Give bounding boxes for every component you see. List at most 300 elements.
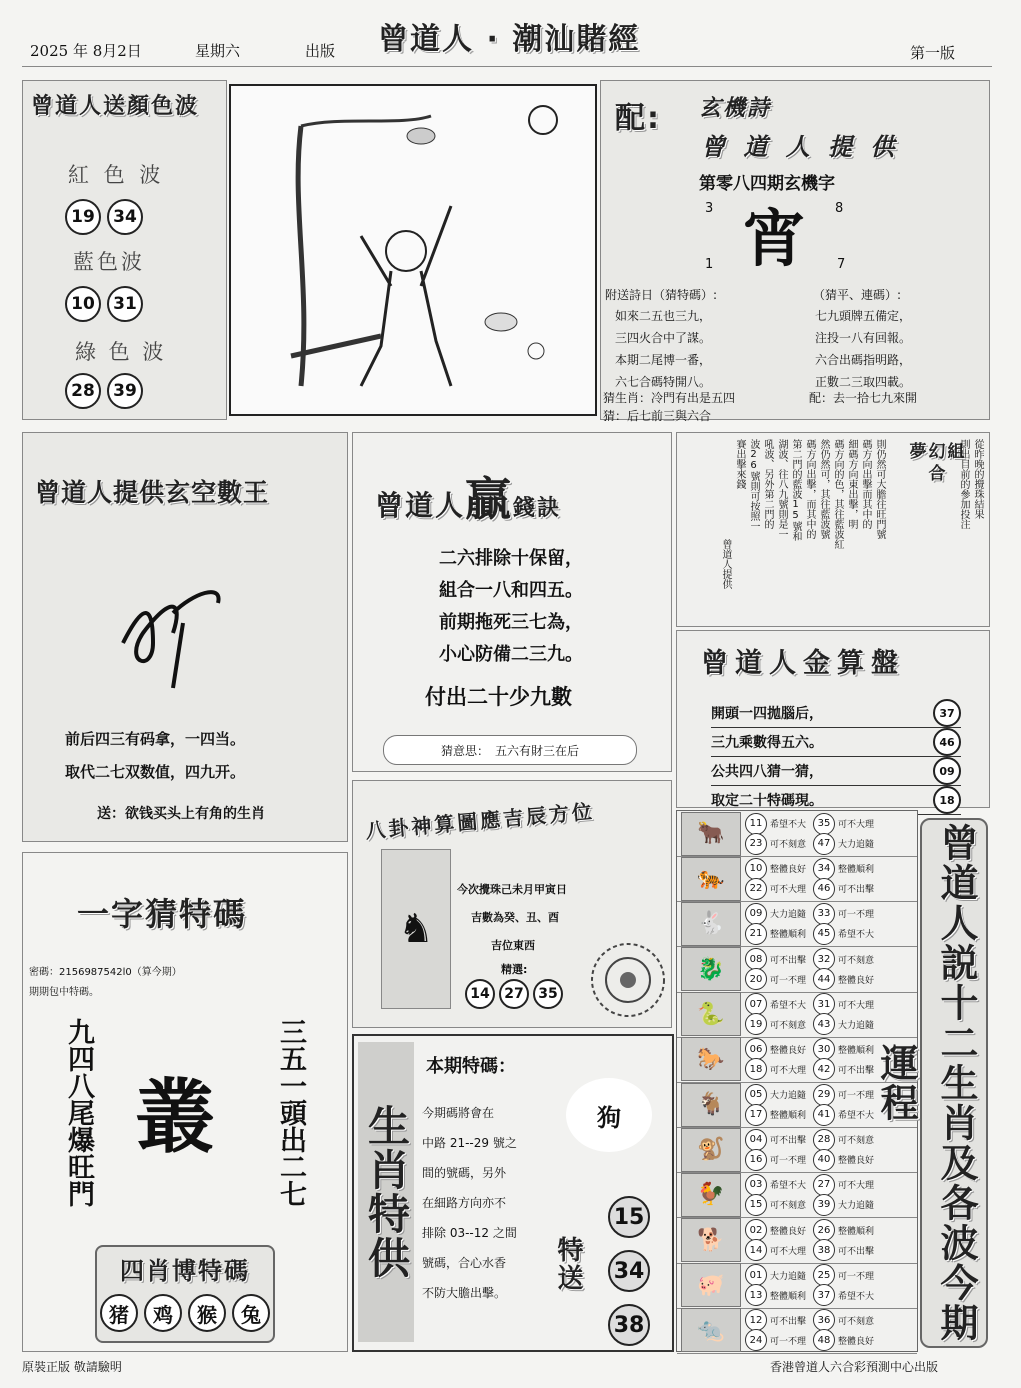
win-banner-a: 曾道人 [375, 489, 466, 522]
zodiac-number: 34 [813, 858, 835, 880]
zodiac-fortune-line [745, 924, 809, 944]
win-money-panel [352, 432, 672, 772]
zodiac-fortune-line [813, 1330, 877, 1350]
zodiac-special-line: 不防大膽出擊。 [422, 1286, 507, 1300]
magic-col: 碼方向出擊而其中的 [860, 439, 871, 529]
zodiac-fortune-column [745, 1039, 809, 1079]
poem-left-line: 六七合碼特開八。 [615, 375, 712, 389]
red-ball-2: 34 [107, 199, 143, 235]
zodiac-number: 01 [745, 1264, 767, 1286]
bagua-panel [352, 780, 672, 1028]
bagua-wheel-icon [589, 941, 667, 1019]
zodiac-fortune-line [745, 1195, 809, 1215]
xuankong-panel [22, 432, 348, 842]
footer-left: 原裝正版 敬請驗明 [22, 1360, 122, 1374]
zodiac-number: 18 [745, 1058, 767, 1080]
calc-row-text: 取定二十特碼現。 [711, 793, 823, 809]
zodiac-fortune-line [813, 1310, 877, 1330]
twelve-zodiac-vertical-title: 曾道人説十二生肖及各波今期運程 [920, 818, 988, 1348]
zodiac-special-line: 排除 03--12 之間 [422, 1226, 517, 1240]
zodiac-fortune-text: 可不刻意 [770, 840, 807, 851]
zodiac-fortune-line [813, 814, 877, 834]
zodiac-fortune-text: 可不大理 [770, 885, 807, 896]
digit-bottom-right: 7 [837, 257, 846, 272]
zodiac-row [677, 811, 917, 857]
zodiac-number: 12 [745, 1309, 767, 1331]
four-zodiac-banner: 四肖博特碼 [120, 1257, 250, 1285]
zodiac-fortune-column [745, 1085, 809, 1125]
zodiac-number: 43 [813, 1013, 835, 1035]
special-number: 15 [608, 1196, 650, 1238]
win-money-hint [383, 735, 637, 765]
pei-label: 配: [615, 101, 661, 136]
zodiac-fortune-text: 希望不大 [770, 1000, 807, 1011]
zodiac-fortune-line [745, 1240, 809, 1260]
calc-row-number: 46 [933, 728, 961, 756]
zodiac-fortune-line [813, 1265, 877, 1285]
zodiac-number: 42 [813, 1058, 835, 1080]
zodiac-fortune-text: 整體順利 [770, 1291, 807, 1302]
zodiac-number: 02 [745, 1219, 767, 1241]
magic-col: 第二門的藍波15號和 [790, 439, 801, 541]
magic-col: 碼方向出擊，而其中的 [804, 439, 815, 539]
win-money-line: 前期拖死三七為， [439, 612, 583, 633]
zodiac-fortune-line [745, 1039, 809, 1059]
zodiac-fortune-column [745, 904, 809, 944]
edition-label: 第一版 [910, 44, 956, 62]
zodiac-fortune-text: 可不出擊 [770, 1136, 807, 1147]
calc-row [711, 728, 961, 757]
zodiac-fortune-line [745, 1150, 809, 1170]
xuankong-line-3: 送：欲钱买头上有角的生肖 [97, 806, 265, 822]
zodiac-fortune-text: 可一不理 [770, 975, 807, 986]
secret-code-value: 2156987542l0（算今期） [59, 967, 182, 978]
zodiac-fortune-column [745, 1130, 809, 1170]
zodiac-number: 14 [745, 1239, 767, 1261]
zodiac-fortune-column [813, 1220, 877, 1260]
zodiac-row [677, 992, 917, 1038]
zodiac-fortune-line [813, 1240, 877, 1260]
zodiac-pei-line: 配：去一拾七九來開 [809, 391, 918, 405]
issue-date: 2025 年 8月2日 [30, 42, 142, 60]
zodiac-fortune-line [813, 1150, 877, 1170]
warrior-icon: ♞ [381, 849, 451, 1009]
issue-weekday: 星期六 [195, 42, 241, 60]
zodiac-number: 28 [813, 1129, 835, 1151]
zodiac-number: 44 [813, 968, 835, 990]
calc-plate-banner: 曾道人金算盤 [701, 648, 905, 679]
secret-code-note: 期期包中特碼。 [29, 987, 99, 998]
footer-right: 香港曾道人六合彩預測中心出版 [770, 1360, 939, 1374]
zodiac-fortune-line [745, 1220, 809, 1240]
zodiac-fortune-column [745, 1220, 809, 1260]
zodiac-fortune-text: 大力追隨 [838, 1201, 875, 1212]
one-char-big: 叢 [135, 1070, 215, 1164]
zodiac-fortune-text: 希望不大 [838, 930, 875, 941]
poem-right-lines [815, 305, 911, 393]
zodiac-special-heading: 本期特碼： [426, 1056, 516, 1077]
magic-col: 湖波、往八九號則是一 [776, 439, 787, 539]
calc-row-number: 09 [933, 757, 961, 785]
zodiac-special-panel [352, 1034, 674, 1352]
zodiac-special-line: 今期碼將會在 [422, 1106, 495, 1120]
red-wave-numbers [65, 199, 149, 235]
zodiac-fortune-column [745, 949, 809, 989]
zodiac-fortune-text: 可不大理 [838, 1000, 875, 1011]
zodiac-number: 13 [745, 1284, 767, 1306]
zodiac-number: 10 [745, 858, 767, 880]
zodiac-fortune-text: 可不出擊 [838, 1246, 875, 1257]
poem-left-line: 本期二尾博一番， [615, 353, 712, 367]
header-rule [22, 66, 992, 67]
xuankong-line-2: 取代二七双数值，四九开。 [65, 763, 246, 781]
zodiac-rooster: 鸡 [144, 1294, 182, 1332]
magic-col: 細碼方向東出擊，明 [846, 439, 857, 529]
rabbit-icon: 🐇 [681, 902, 741, 946]
xuankong-banner: 曾道人提供玄空數王 [35, 478, 270, 507]
zodiac-fortune-line [745, 1059, 809, 1079]
win-money-line: 二六排除十保留， [439, 548, 583, 569]
zodiac-fortune-line [745, 1265, 809, 1285]
zodiac-fortune-text: 希望不大 [770, 820, 807, 831]
calc-row-number: 18 [933, 786, 961, 814]
zodiac-number: 37 [813, 1284, 835, 1306]
poem-right-heading: （猜平、連碼）: [813, 288, 902, 302]
zodiac-number: 47 [813, 833, 835, 855]
hint-value: 五六有財三在后 [495, 743, 580, 758]
signature-glyph-icon [113, 583, 233, 693]
zodiac-fortune-line [745, 1085, 809, 1105]
zodiac-number: 27 [813, 1174, 835, 1196]
zodiac-fortune-text: 可不刻意 [838, 1316, 875, 1327]
zodiac-special-line: 在細路方向亦不 [422, 1196, 507, 1210]
one-char-banner: 一字猜特碼 [77, 895, 248, 933]
zodiac-number: 07 [745, 993, 767, 1015]
digit-top-right: 8 [835, 201, 844, 216]
zodiac-fortune-line [745, 834, 809, 854]
calc-row-text: 三九乘數得五六。 [711, 735, 823, 751]
zodiac-fortune-text: 整體良好 [770, 1226, 807, 1237]
zodiac-fortune-text: 大力追隨 [770, 1091, 807, 1102]
magic-col: 從昨晚的攪珠結果 [972, 439, 983, 519]
zodiac-fortune-text: 可不刻意 [838, 1136, 875, 1147]
zodiac-row [677, 1263, 917, 1309]
zodiac-fortune-text: 大力追隨 [838, 1020, 875, 1031]
zodiac-fortune-text: 可不刻意 [838, 955, 875, 966]
zodiac-fortune-text: 可不刻意 [770, 1201, 807, 1212]
magic-signature: 曾道人提供 [720, 539, 731, 589]
zodiac-fortune-line [813, 904, 877, 924]
zodiac-number: 48 [813, 1329, 835, 1351]
zodiac-number: 17 [745, 1104, 767, 1126]
zodiac-fortune-text: 希望不大 [838, 1111, 875, 1122]
dragon-icon: 🐉 [681, 947, 741, 991]
boy-drawing-icon [231, 86, 595, 414]
zodiac-fortune-line [745, 994, 809, 1014]
zodiac-fortune-line [813, 1014, 877, 1034]
zodiac-fortune-column [813, 1310, 877, 1350]
zodiac-fortune-column [813, 1265, 877, 1305]
special-number: 38 [608, 1304, 650, 1346]
zodiac-fortune-column [813, 859, 877, 899]
zodiac-fortune-text: 可不大理 [838, 1181, 875, 1192]
red-ball-1: 19 [65, 199, 101, 235]
zodiac-fortune-text: 整體順利 [838, 1226, 875, 1237]
special-number: 34 [608, 1250, 650, 1292]
color-wave-banner: 曾道人送顏色波 [31, 94, 200, 119]
zodiac-fortune-text: 可一不理 [770, 1336, 807, 1347]
mystic-provider: 曾 道 人 提 供 [701, 133, 900, 161]
poem-left-lines [615, 305, 711, 393]
zodiac-fortune-text: 整體良好 [838, 975, 875, 986]
calc-row-text: 開頭一四拋腦后， [711, 706, 823, 722]
zodiac-fortune-text: 大力追隨 [770, 1271, 807, 1282]
zodiac-fortune-line [745, 969, 809, 989]
zodiac-fortune-text: 可不大理 [770, 1065, 807, 1076]
green-wave-numbers [65, 373, 149, 409]
rat-icon: 🐀 [681, 1308, 741, 1352]
zodiac-number: 25 [813, 1264, 835, 1286]
calc-plate-rows [711, 699, 961, 815]
poem-right-line: 六合出碼指明路， [815, 353, 912, 367]
zodiac-number: 04 [745, 1129, 767, 1151]
blue-ball-1: 10 [65, 286, 101, 322]
zodiac-fortune-text: 可一不理 [838, 1091, 875, 1102]
zodiac-fortune-line [813, 1175, 877, 1195]
zodiac-fortune-column [813, 994, 877, 1034]
green-ball-2: 39 [107, 373, 143, 409]
zodiac-number: 30 [813, 1038, 835, 1060]
zodiac-fortune-line [813, 949, 877, 969]
zodiac-fortune-line [745, 814, 809, 834]
zodiac-special-numbers [608, 1196, 650, 1346]
blue-wave-numbers [65, 286, 149, 322]
zodiac-number: 06 [745, 1038, 767, 1060]
period-title: 第零八四期玄機字 [699, 174, 835, 194]
boy-illustration [229, 84, 597, 416]
zodiac-row [677, 856, 917, 902]
zodiac-fortune-column [813, 1175, 877, 1215]
win-money-line: 組合一八和四五。 [439, 580, 583, 601]
zodiac-fortune-text: 可一不理 [770, 1156, 807, 1167]
zodiac-number: 38 [813, 1239, 835, 1261]
xuankong-line-1: 前后四三有码拿，一四当。 [65, 730, 246, 748]
goat-icon: 🐐 [681, 1083, 741, 1127]
zodiac-fortune-column [745, 994, 809, 1034]
green-wave-label: 綠 色 波 [75, 340, 167, 364]
zodiac-fortune-text: 希望不大 [838, 1291, 875, 1302]
magic-col: 則仍然可大膽往旺門號 [874, 439, 885, 539]
zodiac-row [677, 1308, 917, 1354]
calc-plate-panel [676, 630, 990, 808]
zodiac-fortune-line [813, 1220, 877, 1240]
zodiac-fortune-column [745, 859, 809, 899]
zodiac-fortune-column [745, 1265, 809, 1305]
win-money-banner [375, 463, 561, 529]
zodiac-hint-2: 猜：后七前三與六合 [603, 409, 712, 423]
zodiac-fortune-line [813, 969, 877, 989]
zodiac-number: 23 [745, 833, 767, 855]
magic-col: 碼方向的色，其往藍波紅 [832, 439, 843, 549]
zodiac-number: 29 [813, 1084, 835, 1106]
zodiac-number: 05 [745, 1084, 767, 1106]
zodiac-fortune-text: 整體順利 [770, 1111, 807, 1122]
zodiac-fortune-line [745, 1175, 809, 1195]
zodiac-fortune-line [745, 1014, 809, 1034]
zodiac-fortune-text: 整體良好 [770, 1045, 807, 1056]
win-banner-b: 贏 [465, 472, 514, 526]
hint-label: 猜意思： [440, 743, 489, 758]
magic-combo-text [683, 439, 983, 619]
zodiac-fortune-text: 大力追隨 [770, 910, 807, 921]
red-wave-label: 紅 色 波 [68, 163, 165, 187]
mystic-poem-label: 玄機詩 [699, 96, 772, 121]
zodiac-number: 09 [745, 903, 767, 925]
poem-right-line: 注投一八有回報。 [815, 331, 912, 345]
zodiac-number: 33 [813, 903, 835, 925]
zodiac-fortune-text: 可不出擊 [838, 1065, 875, 1076]
zodiac-number: 36 [813, 1309, 835, 1331]
bagua-pick: 27 [499, 979, 529, 1009]
zodiac-fortune-text: 整體良好 [838, 1156, 875, 1167]
zodiac-fortune-text: 整體良好 [770, 865, 807, 876]
zodiac-rabbit: 兔 [232, 1294, 270, 1332]
monkey-icon: 🐒 [681, 1128, 741, 1172]
zodiac-pig: 猪 [100, 1294, 138, 1332]
zodiac-row [677, 1218, 917, 1264]
bagua-line-1: 今次攪珠己未月甲寅日 [457, 883, 567, 896]
one-char-right-vertical: 三五一頭出二七 [275, 1018, 306, 1207]
color-wave-panel [22, 80, 227, 420]
pig-icon: 🐖 [681, 1263, 741, 1307]
zodiac-fortune-line [745, 859, 809, 879]
zodiac-fortune-line [745, 904, 809, 924]
zodiac-number: 16 [745, 1149, 767, 1171]
zodiac-number: 24 [745, 1329, 767, 1351]
zodiac-number: 15 [745, 1194, 767, 1216]
ox-icon: 🐂 [681, 812, 741, 856]
mystic-poem-panel [600, 80, 990, 423]
rooster-icon: 🐓 [681, 1173, 741, 1217]
bagua-pick: 35 [533, 979, 563, 1009]
zodiac-fortune-line [813, 924, 877, 944]
dog-icon: 🐕 [681, 1218, 741, 1262]
zodiac-row [677, 947, 917, 993]
digit-top-left: 3 [705, 201, 714, 216]
secret-code-label: 密碼： [29, 967, 59, 978]
zodiac-fortune-text: 可一不理 [838, 910, 875, 921]
zodiac-number: 03 [745, 1174, 767, 1196]
calc-row [711, 699, 961, 728]
zodiac-fortune-text: 可不出擊 [770, 955, 807, 966]
masthead-title: 曾道人 · 潮汕賭經 [378, 22, 641, 57]
magic-combo-panel [676, 432, 990, 627]
zodiac-fortune-line [745, 1330, 809, 1350]
zodiac-number: 31 [813, 993, 835, 1015]
zodiac-number: 41 [813, 1104, 835, 1126]
magic-col: 波26號則可按照一 [748, 439, 759, 531]
zodiac-number: 40 [813, 1149, 835, 1171]
magic-combo-title: 夢幻組合 [909, 442, 967, 484]
bagua-title: 八卦神算圖應吉辰方位 [364, 799, 596, 843]
four-zodiac-list [97, 1294, 273, 1332]
zodiac-number: 20 [745, 968, 767, 990]
horse-icon: 🐎 [681, 1037, 741, 1081]
zodiac-special-line: 號碼，合心水香 [422, 1256, 507, 1270]
zodiac-fortune-line [813, 879, 877, 899]
calc-row [711, 757, 961, 786]
poem-right-line: 正數二三取四載。 [815, 375, 912, 389]
zodiac-fortune-text: 整體順利 [838, 1045, 875, 1056]
mystic-big-char: 宵 [743, 202, 806, 275]
zodiac-special-vertical-title: 生肖特供 [358, 1042, 414, 1342]
blue-ball-2: 31 [107, 286, 143, 322]
win-money-lines [439, 543, 583, 671]
zodiac-fortune-text: 可不出擊 [770, 1316, 807, 1327]
zodiac-fortune-column [813, 814, 877, 854]
zodiac-fortune-column [813, 949, 877, 989]
secret-code-line [29, 963, 182, 978]
green-ball-1: 28 [65, 373, 101, 409]
zodiac-fortune-line [813, 1285, 877, 1305]
poem-left-heading: 附送詩日（猜特碼）: [605, 288, 718, 302]
zodiac-fortune-line [813, 1195, 877, 1215]
zodiac-fortune-line [813, 1130, 877, 1150]
zodiac-special-animal: 狗 [566, 1078, 652, 1152]
zodiac-special-body [422, 1098, 517, 1308]
zodiac-fortune-line [813, 994, 877, 1014]
zodiac-row [677, 1172, 917, 1218]
zodiac-fortune-text: 大力追隨 [838, 840, 875, 851]
zodiac-fortune-text: 整體順利 [838, 865, 875, 876]
magic-col: 則出目前的參加投注 [958, 439, 969, 529]
magic-col: 然仍然可，其往藍波號 [818, 439, 829, 539]
win-money-line: 小心防備二三九。 [439, 644, 583, 665]
zodiac-fortune-line [745, 1285, 809, 1305]
zodiac-fortune-line [745, 1130, 809, 1150]
zodiac-number: 21 [745, 923, 767, 945]
zodiac-number: 39 [813, 1194, 835, 1216]
zodiac-fortune-text: 可不大理 [770, 1246, 807, 1257]
zodiac-fortune-line [813, 859, 877, 879]
zodiac-fortune-line [745, 879, 809, 899]
zodiac-special-label: 特送 [553, 1236, 583, 1292]
zodiac-fortune-column [745, 814, 809, 854]
zodiac-row [677, 1127, 917, 1173]
zodiac-hint-1: 猜生肖：冷門有出是五四 [603, 391, 736, 405]
zodiac-fortune-text: 可不刻意 [770, 1020, 807, 1031]
zodiac-fortune-column [745, 1175, 809, 1215]
bagua-line-2: 吉數為癸、丑、酉 [471, 911, 559, 924]
bagua-pick: 14 [465, 979, 495, 1009]
zodiac-fortune-text: 整體順利 [770, 930, 807, 941]
zodiac-number: 26 [813, 1219, 835, 1241]
zodiac-number: 08 [745, 948, 767, 970]
win-money-footer: 付出二十少九數 [425, 684, 572, 709]
zodiac-number: 35 [813, 813, 835, 835]
calc-row-text: 公共四八猜一猜， [711, 764, 823, 780]
zodiac-fortune-text: 可不出擊 [838, 885, 875, 896]
poem-right-line: 七九頭牌五備定， [815, 309, 912, 323]
zodiac-fortune-line [745, 949, 809, 969]
zodiac-fortune-text: 整體良好 [838, 1336, 875, 1347]
poem-left-line: 三四火合中了謀。 [615, 331, 712, 345]
magic-col: 賽出擊來錢 [734, 439, 745, 489]
zodiac-fortune-text: 可不大理 [838, 820, 875, 831]
bagua-picks [465, 979, 563, 1009]
zodiac-number: 11 [745, 813, 767, 835]
zodiac-number: 19 [745, 1013, 767, 1035]
